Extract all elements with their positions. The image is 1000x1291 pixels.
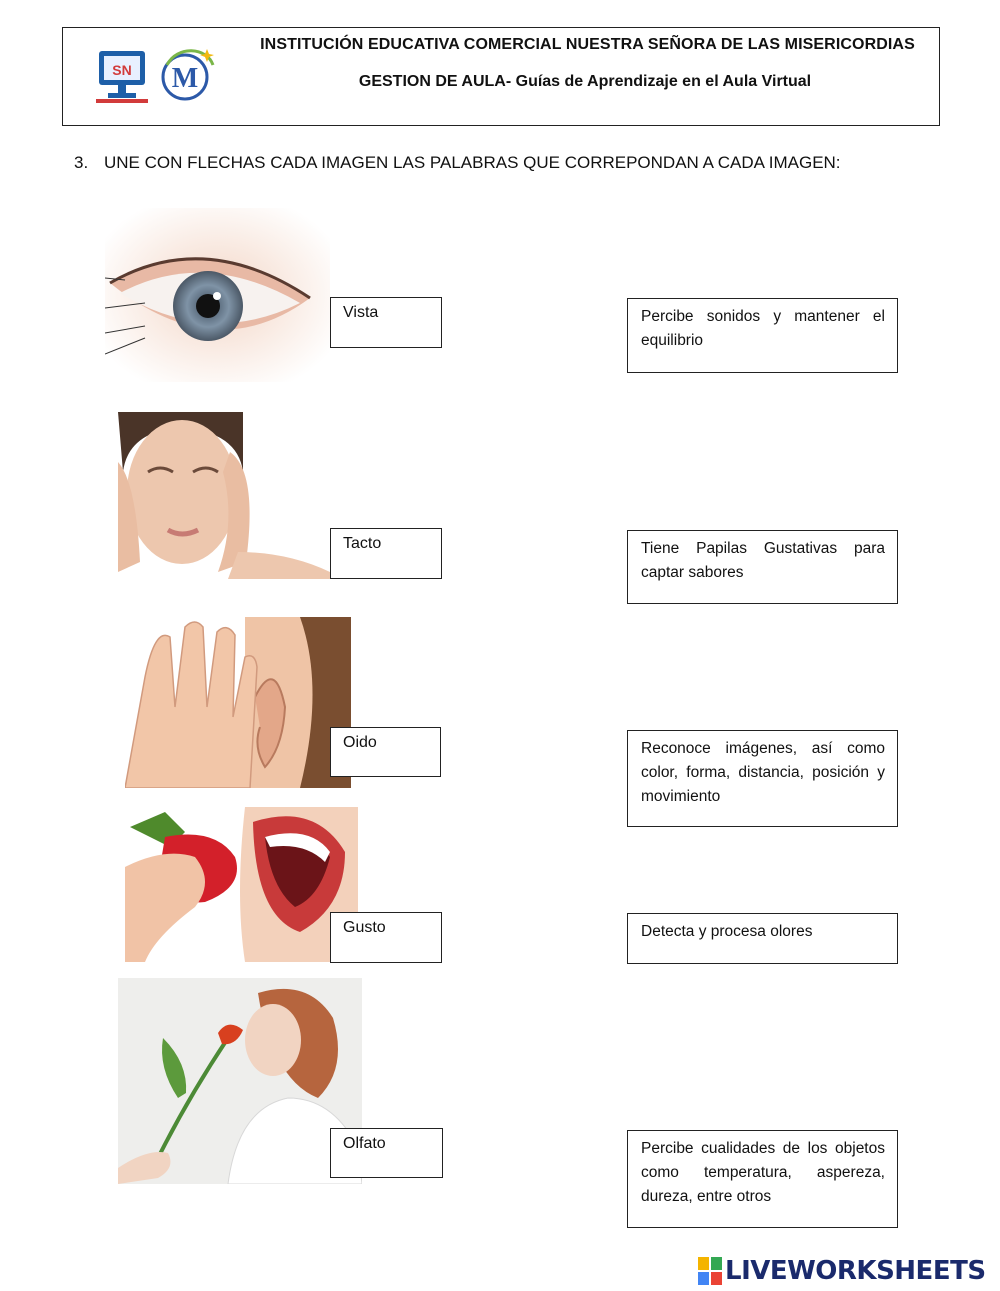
description-box-5: Percibe cualidades de los objetos como temperatura, aspereza, dureza, entre otros <box>627 1130 898 1228</box>
face-hands-image <box>118 412 330 579</box>
woman-flower-image <box>118 978 362 1184</box>
word-box-olfato: Olfato <box>330 1128 443 1178</box>
word-box-oido: Oido <box>330 727 441 777</box>
school-logo-left <box>96 47 148 105</box>
description-box-3: Reconoce imágenes, así como color, forma, distancia, posición y movimiento <box>627 730 898 827</box>
exercise-number: 3. <box>74 153 89 172</box>
liveworksheets-icon <box>698 1257 723 1285</box>
word-box-gusto: Gusto <box>330 912 442 963</box>
logo-right-letter: M <box>171 63 199 94</box>
instruction-text: UNE CON FLECHAS CADA IMAGEN LAS PALABRAS QUE CORREPONDAN A CADA IMAGEN: <box>104 153 841 172</box>
description-box-4: Detecta y procesa olores <box>627 913 898 964</box>
brand-name: LIVEWORKSHEETS <box>725 1256 986 1286</box>
institution-name: INSTITUCIÓN EDUCATIVA COMERCIAL NUESTRA SEÑORA DE LAS MISERICORDIAS <box>260 36 915 53</box>
description-box-1: Percibe sonidos y mantener el equilibrio <box>627 298 898 373</box>
mouth-strawberry-image <box>125 807 358 962</box>
word-box-vista: Vista <box>330 297 442 348</box>
page-subtitle: GESTION DE AULA- Guías de Aprendizaje en el Aula Virtual <box>358 73 812 90</box>
liveworksheets-logo <box>698 1255 986 1287</box>
exercise-instruction <box>74 153 841 173</box>
word-box-tacto: Tacto <box>330 528 442 579</box>
ear-hand-image <box>125 617 351 788</box>
description-box-2: Tiene Papilas Gustativas para captar sabores <box>627 530 898 604</box>
eye-image <box>105 208 330 382</box>
logo-left-letters: SN <box>112 62 132 78</box>
